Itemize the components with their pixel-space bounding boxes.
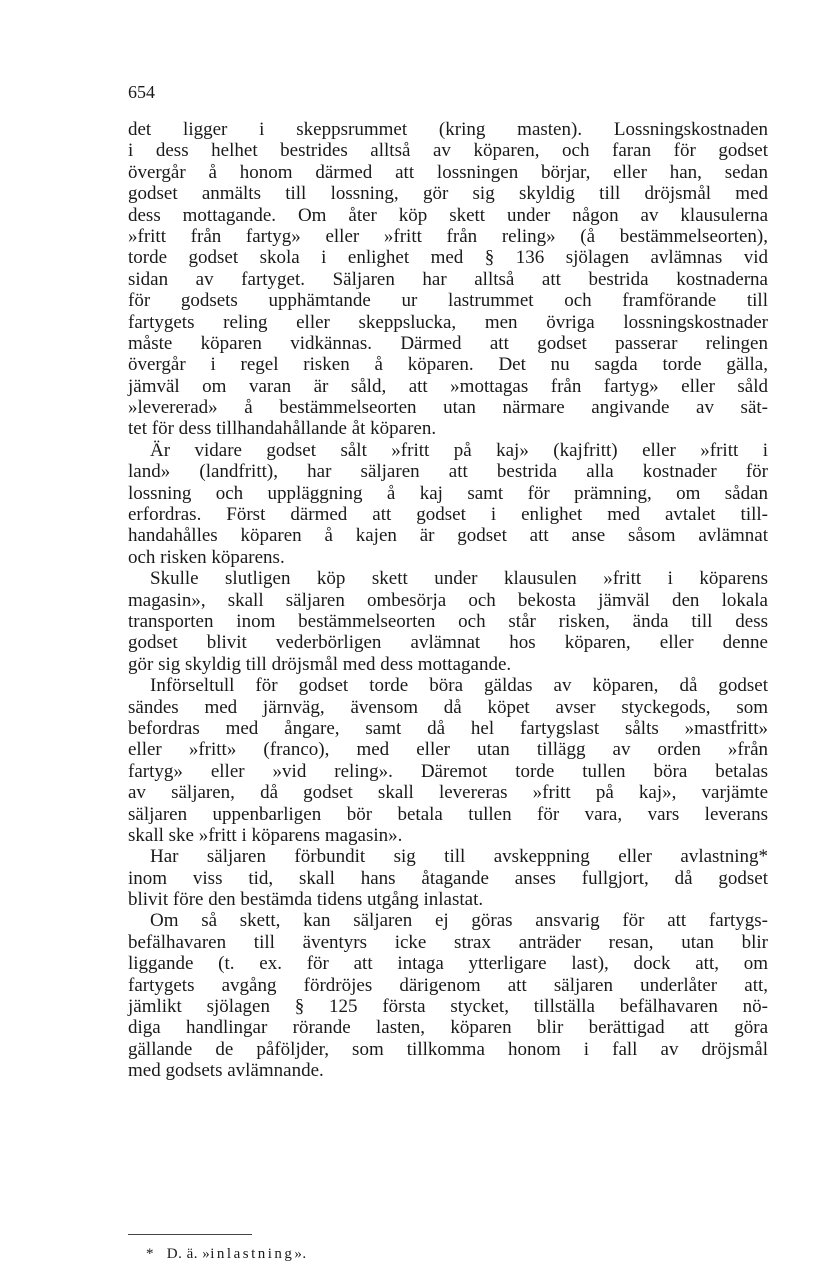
- footnote-divider: [128, 1234, 252, 1235]
- footnote: [146, 1246, 307, 1263]
- text-line: Om så skett, kan säljaren ej göras ansvarig för att fartygs-: [150, 910, 768, 932]
- text-line: lossning och uppläggning å kaj samt för prämning, om sådan: [128, 482, 768, 504]
- text-line: sidan av fartyget. Säljaren har alltså att bestrida kostnaderna: [128, 268, 768, 290]
- text-line: säljaren uppenbarligen bör betala tullen för vara, vars leverans: [128, 803, 768, 825]
- text-line: liggande (t. ex. för att intaga ytterligare last), dock att, om: [128, 953, 768, 975]
- text-line: jämlikt sjölagen § 125 första stycket, tillställa befälhavaren nö-: [128, 996, 768, 1018]
- text-line: godset blivit vederbörligen avlämnat hos köparen, eller denne: [128, 632, 768, 654]
- text-line: med godsets avlämnande.: [128, 1060, 324, 1082]
- text-line: torde godset skola i enlighet med § 136 sjölagen avlämnas vid: [128, 247, 768, 269]
- text-line: i dess helhet bestrides alltså av köparen, och faran för godset: [128, 140, 768, 162]
- text-line: skall ske »fritt i köparens magasin».: [128, 824, 403, 846]
- page-number: 654: [128, 82, 155, 102]
- text-line: Skulle slutligen köp skett under klausulen »fritt i köparens: [150, 568, 768, 590]
- text-line: inom viss tid, skall hans åtagande anses fullgjort, då godset: [128, 867, 768, 889]
- text-line: jämväl om varan är såld, att »mottagas från fartyg» eller såld: [128, 375, 768, 397]
- footnote-prefix: D. ä. »: [166, 1246, 211, 1262]
- text-line: övergår i regel risken å köparen. Det nu sagda torde gälla,: [128, 354, 768, 376]
- text-line: övergår å honom därmed att lossningen börjar, eller han, sedan: [128, 161, 768, 183]
- text-line: tet för dess tillhandahållande åt köparen.: [128, 418, 437, 440]
- text-line: Är vidare godset sålt »fritt på kaj» (kajfritt) eller »fritt i: [150, 439, 768, 461]
- text-line: transporten inom bestämmelseorten och står risken, ända till dess: [128, 610, 768, 632]
- text-line: för godsets upphämtande ur lastrummet och framförande till: [128, 290, 768, 312]
- text-line: land» (landfritt), har säljaren att bestrida alla kostnader för: [128, 461, 768, 483]
- text-line: »fritt från fartyg» eller »fritt från reling» (å bestämmelseorten),: [128, 225, 768, 247]
- text-line: magasin», skall säljaren ombesörja och bekosta jämväl den lokala: [128, 589, 768, 611]
- text-line: Har säljaren förbundit sig till avskeppning eller avlastning*: [150, 846, 768, 868]
- text-line: gällande de påföljder, som tillkomma honom i fall av dröjsmål: [128, 1038, 768, 1060]
- footnote-term: inlastning: [210, 1246, 295, 1262]
- text-line: fartygets avgång fördröjes därigenom att säljaren underlåter att,: [128, 974, 768, 996]
- text-line: befälhavaren till äventyrs icke strax anträder resan, utan blir: [128, 931, 768, 953]
- text-line: fartyg» eller »vid reling». Däremot torde tullen böra betalas: [128, 760, 768, 782]
- text-line: eller »fritt» (franco), med eller utan tillägg av orden »från: [128, 739, 768, 761]
- text-line: sändes med järnväg, ävensom då köpet avser styckegods, som: [128, 696, 768, 718]
- text-line: dess mottagande. Om åter köp skett under någon av klausulerna: [128, 204, 768, 226]
- text-line: befordras med ångare, samt då hel fartygslast sålts »mastfritt»: [128, 717, 768, 739]
- body-text: [128, 119, 768, 1082]
- text-line: det ligger i skeppsrummet (kring masten). Lossningskostnaden: [128, 119, 768, 140]
- text-line: måste köparen vidkännas. Därmed att godset passerar relingen: [128, 332, 768, 354]
- text-line: diga handlingar rörande lasten, köparen blir berättigad att göra: [128, 1017, 768, 1039]
- text-line: godset anmälts till lossning, gör sig skyldig till dröjsmål med: [128, 183, 768, 205]
- text-line: Införseltull för godset torde böra gäldas av köparen, då godset: [150, 675, 768, 697]
- text-line: erfordras. Först därmed att godset i enlighet med avtalet till-: [128, 504, 768, 526]
- text-line: »levererad» å bestämmelseorten utan närmare angivande av sät-: [128, 397, 768, 419]
- text-line: och risken köparens.: [128, 546, 285, 568]
- text-line: fartygets reling eller skeppslucka, men övriga lossningskostnader: [128, 311, 768, 333]
- footnote-marker: *: [146, 1246, 154, 1262]
- text-line: gör sig skyldig till dröjsmål med dess mottagande.: [128, 653, 512, 675]
- text-line: blivit före den bestämda tidens utgång inlastat.: [128, 889, 484, 911]
- text-line: av säljaren, då godset skall levereras »fritt på kaj», varjämte: [128, 782, 768, 804]
- text-line: handahålles köparen å kajen är godset att anse såsom avlämnat: [128, 525, 768, 547]
- footnote-suffix: ».: [294, 1246, 307, 1262]
